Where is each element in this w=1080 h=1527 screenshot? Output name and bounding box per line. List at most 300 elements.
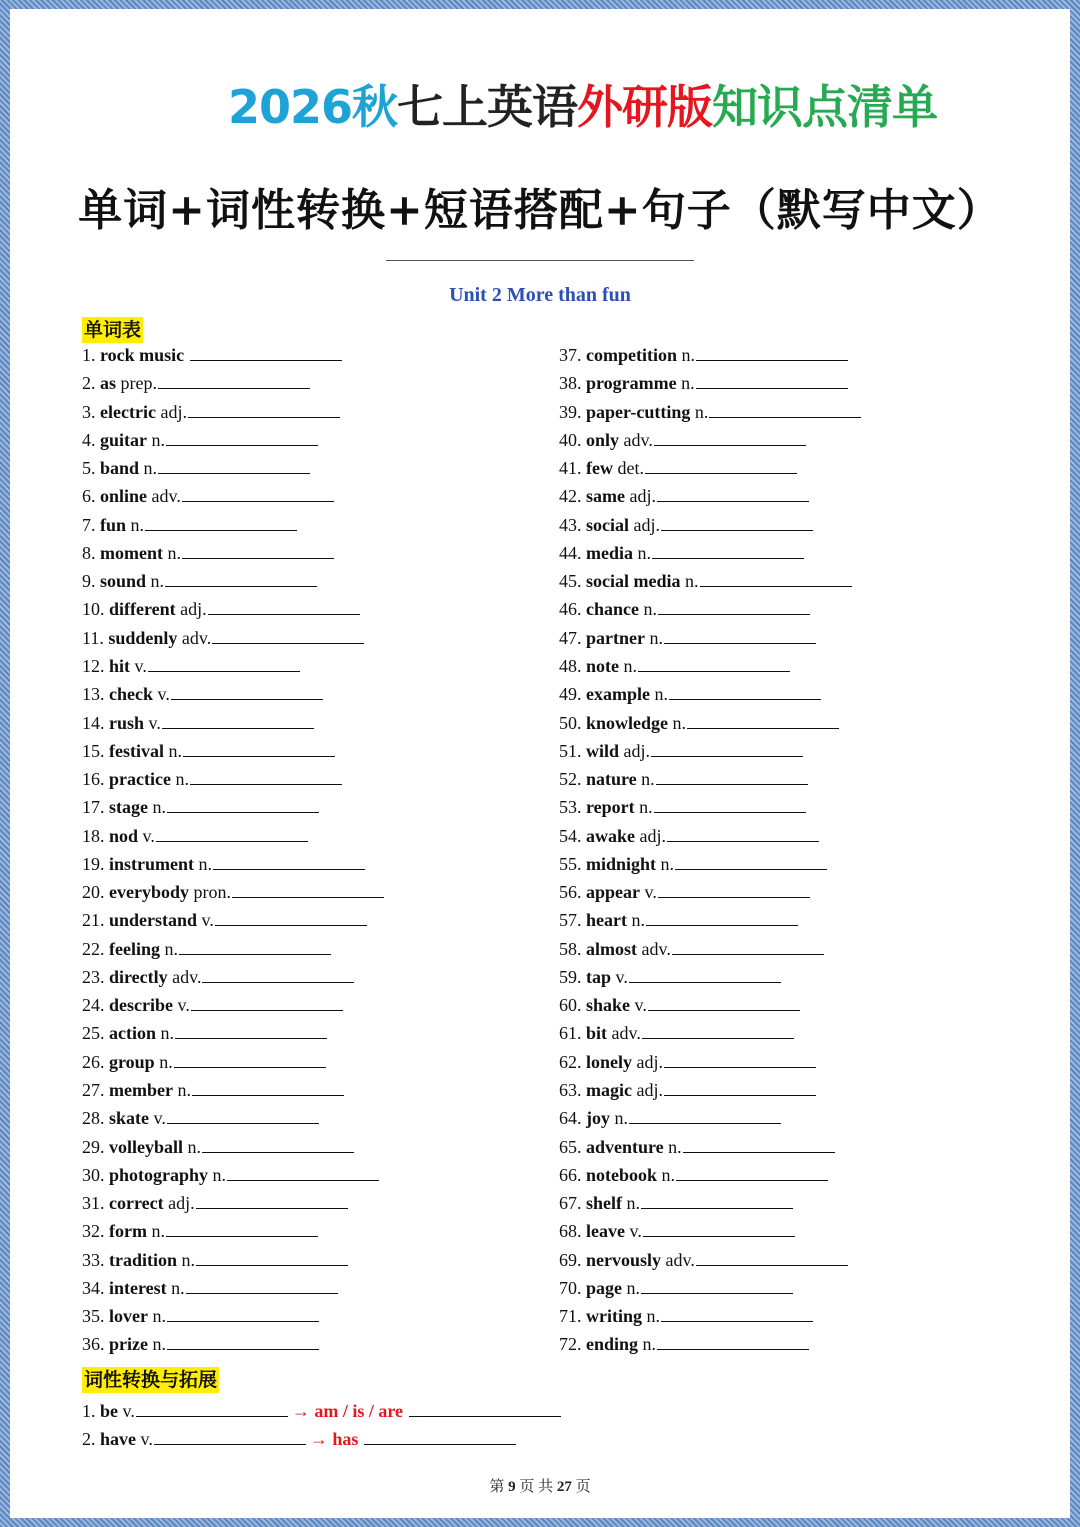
- vocab-part-of-speech: n.: [150, 571, 165, 591]
- vocab-number: 48.: [559, 656, 582, 676]
- vocab-word: different: [109, 599, 176, 619]
- vocab-number: 62.: [559, 1052, 582, 1072]
- vocab-part-of-speech: n.: [643, 599, 657, 619]
- vocab-item: [82, 541, 334, 563]
- vocab-part-of-speech: n.: [646, 1306, 660, 1326]
- vocab-item: [82, 682, 323, 704]
- answer-blank[interactable]: [629, 1106, 781, 1124]
- vocab-item: [82, 597, 360, 619]
- vocab-item: [82, 937, 331, 959]
- vocab-number: 13.: [82, 684, 105, 704]
- answer-blank[interactable]: [156, 824, 308, 842]
- transform-item: [82, 1427, 516, 1449]
- answer-blank[interactable]: [232, 880, 384, 898]
- vocab-part-of-speech: v.: [634, 995, 647, 1015]
- vocab-word: form: [109, 1221, 147, 1241]
- vocab-word: correct: [109, 1193, 164, 1213]
- answer-blank[interactable]: [182, 484, 334, 502]
- vocab-number: 5.: [82, 458, 96, 478]
- vocab-word: paper-cutting: [586, 402, 691, 422]
- answer-blank[interactable]: [213, 852, 365, 870]
- vocab-item: [82, 1304, 319, 1326]
- answer-blank[interactable]: [166, 1219, 318, 1237]
- vocab-item: [559, 1021, 794, 1043]
- vocab-word: chance: [586, 599, 639, 619]
- vocab-word: social media: [586, 571, 681, 591]
- vocab-part-of-speech: n.: [626, 1278, 640, 1298]
- vocab-number: 49.: [559, 684, 582, 704]
- vocab-part-of-speech: n.: [152, 797, 166, 817]
- vocab-part-of-speech: n.: [672, 713, 687, 733]
- vocab-number: 68.: [559, 1221, 582, 1241]
- unit-title: Unit 2 More than fun: [449, 284, 631, 306]
- vocab-number: 51.: [559, 741, 582, 761]
- vocab-number: 3.: [82, 402, 96, 422]
- vocab-part-of-speech: adv.: [181, 628, 212, 648]
- vocab-part-of-speech: n.: [685, 571, 699, 591]
- vocab-number: 20.: [82, 882, 105, 902]
- vocab-word: as: [100, 373, 117, 393]
- footer-post: 页: [575, 1479, 591, 1495]
- vocab-item: [82, 795, 319, 817]
- vocab-part-of-speech: adj.: [639, 826, 666, 846]
- transform-word: be: [100, 1401, 118, 1421]
- vocab-item: [559, 484, 809, 506]
- vocab-part-of-speech: n.: [160, 1023, 174, 1043]
- vocab-word: ending: [586, 1334, 639, 1354]
- answer-blank[interactable]: [652, 541, 804, 559]
- answer-blank[interactable]: [136, 1399, 288, 1417]
- vocab-number: 64.: [559, 1108, 582, 1128]
- vocab-part-of-speech: n.: [661, 1165, 676, 1185]
- vocab-number: 14.: [82, 713, 105, 733]
- answer-blank[interactable]: [158, 456, 310, 474]
- answer-blank[interactable]: [651, 739, 803, 757]
- vocab-item: [559, 795, 806, 817]
- vocab-number: 32.: [82, 1221, 105, 1241]
- vocab-word: online: [100, 486, 148, 506]
- vocab-item: [559, 343, 848, 365]
- answer-blank[interactable]: [696, 343, 848, 361]
- vocab-word: report: [586, 797, 635, 817]
- answer-blank[interactable]: [641, 1191, 793, 1209]
- vocab-item: [82, 1163, 379, 1185]
- answer-blank[interactable]: [641, 1276, 793, 1294]
- document-title: [10, 71, 1080, 137]
- answer-blank[interactable]: [638, 654, 790, 672]
- vocab-part-of-speech: n.: [181, 1250, 196, 1270]
- answer-blank[interactable]: [174, 1050, 326, 1068]
- answer-blank[interactable]: [683, 1135, 835, 1153]
- answer-blank[interactable]: [654, 795, 806, 813]
- title-grade: 七上英语: [397, 80, 578, 134]
- vocab-item: [559, 767, 808, 789]
- vocab-word: nervously: [586, 1250, 662, 1270]
- answer-blank[interactable]: [643, 1219, 795, 1237]
- vocab-word: volleyball: [109, 1137, 184, 1157]
- vocab-word: partner: [586, 628, 645, 648]
- vocab-part-of-speech: n.: [642, 1334, 657, 1354]
- vocab-part-of-speech: adj.: [636, 1080, 663, 1100]
- vocab-item: [82, 880, 384, 902]
- vocab-item: [559, 1135, 835, 1157]
- vocab-item: [559, 569, 852, 591]
- answer-blank[interactable]: [171, 682, 323, 700]
- answer-blank[interactable]: [661, 513, 813, 531]
- vocab-part-of-speech: n.: [152, 1334, 166, 1354]
- transform-number: 2.: [82, 1429, 96, 1449]
- vocab-part-of-speech: adj.: [623, 741, 651, 761]
- vocab-number: 60.: [559, 995, 582, 1015]
- answer-blank[interactable]: [202, 965, 354, 983]
- answer-blank[interactable]: [664, 1078, 816, 1096]
- vocab-part-of-speech: n.: [649, 628, 663, 648]
- answer-blank[interactable]: [182, 541, 334, 559]
- vocab-part-of-speech: n.: [167, 543, 181, 563]
- vocab-part-of-speech: n.: [623, 656, 637, 676]
- vocab-part-of-speech: adv.: [641, 939, 671, 959]
- vocab-item: [82, 1191, 348, 1213]
- answer-blank[interactable]: [696, 371, 848, 389]
- vocab-number: 31.: [82, 1193, 105, 1213]
- transform-item: [82, 1399, 561, 1421]
- vocab-item: [559, 541, 804, 563]
- vocab-number: 10.: [82, 599, 105, 619]
- answer-blank[interactable]: [227, 1163, 379, 1181]
- vocab-word: lonely: [586, 1052, 633, 1072]
- vocab-part-of-speech: n.: [143, 458, 158, 478]
- title-list: 知识点清单: [712, 80, 938, 134]
- vocab-item: [559, 654, 790, 676]
- vocab-part-of-speech: v.: [615, 967, 628, 987]
- vocab-number: 16.: [82, 769, 105, 789]
- vocab-part-of-speech: n.: [681, 373, 695, 393]
- vocab-word: describe: [109, 995, 173, 1015]
- answer-blank[interactable]: [162, 711, 314, 729]
- answer-blank[interactable]: [154, 1427, 306, 1445]
- vocab-part-of-speech: v.: [201, 910, 214, 930]
- answer-blank[interactable]: [664, 1050, 816, 1068]
- document-subtitle: 单词+词性转换+短语搭配+句子（默写中文）: [78, 185, 1002, 236]
- answer-blank[interactable]: [656, 767, 808, 785]
- vocab-word: nature: [586, 769, 637, 789]
- vocab-item: [82, 513, 297, 535]
- vocab-part-of-speech: n.: [152, 1306, 166, 1326]
- vocab-word: hit: [109, 656, 131, 676]
- vocab-number: 24.: [82, 995, 105, 1015]
- vocab-part-of-speech: n.: [654, 684, 668, 704]
- section-transform-heading: 词性转换与拓展: [84, 1369, 218, 1391]
- vocab-part-of-speech: v.: [644, 882, 657, 902]
- answer-blank[interactable]: [676, 1163, 828, 1181]
- answer-blank[interactable]: [646, 908, 798, 926]
- vocab-word: understand: [109, 910, 198, 930]
- transform-part-of-speech: v.: [140, 1429, 153, 1449]
- answer-blank[interactable]: [167, 1106, 319, 1124]
- vocab-word: leave: [586, 1221, 625, 1241]
- vocab-word: guitar: [100, 430, 147, 450]
- answer-blank[interactable]: [196, 1191, 348, 1209]
- vocab-item: [82, 343, 342, 365]
- answer-blank[interactable]: [183, 739, 335, 757]
- vocab-word: check: [109, 684, 153, 704]
- vocab-part-of-speech: adj.: [168, 1193, 195, 1213]
- vocab-word: note: [586, 656, 619, 676]
- vocab-part-of-speech: adv.: [151, 486, 181, 506]
- vocab-item: [559, 965, 781, 987]
- vocab-number: 23.: [82, 967, 105, 987]
- vocab-number: 35.: [82, 1306, 105, 1326]
- vocab-number: 33.: [82, 1250, 105, 1270]
- vocab-word: programme: [586, 373, 677, 393]
- vocab-part-of-speech: v.: [148, 713, 161, 733]
- vocab-item: [559, 371, 848, 393]
- vocab-number: 1.: [82, 345, 96, 365]
- answer-blank[interactable]: [409, 1399, 561, 1417]
- answer-blank[interactable]: [672, 937, 824, 955]
- vocab-part-of-speech: n.: [631, 910, 645, 930]
- vocab-word: appear: [586, 882, 640, 902]
- vocab-item: [82, 711, 314, 733]
- vocab-part-of-speech: n.: [198, 854, 212, 874]
- vocab-word: skate: [109, 1108, 149, 1128]
- footer-mid: 页 共: [519, 1479, 554, 1495]
- vocab-part-of-speech: adj.: [629, 486, 656, 506]
- vocab-item: [559, 682, 821, 704]
- document-page: [10, 9, 1070, 1518]
- answer-blank[interactable]: [196, 1248, 348, 1266]
- vocab-item: [559, 456, 797, 478]
- vocab-part-of-speech: adv.: [623, 430, 653, 450]
- vocab-part-of-speech: n.: [660, 854, 675, 874]
- vocab-word: festival: [109, 741, 164, 761]
- answer-blank[interactable]: [657, 484, 809, 502]
- vocab-word: instrument: [109, 854, 194, 874]
- answer-blank[interactable]: [664, 626, 816, 644]
- vocab-item: [559, 1050, 816, 1072]
- vocab-item: [559, 1219, 795, 1241]
- answer-blank[interactable]: [191, 993, 343, 1011]
- vocab-word: interest: [109, 1278, 167, 1298]
- section-vocabulary-heading: 单词表: [84, 319, 142, 341]
- vocab-item: [559, 937, 824, 959]
- answer-blank[interactable]: [188, 400, 340, 418]
- answer-blank[interactable]: [148, 654, 300, 672]
- answer-blank[interactable]: [658, 597, 810, 615]
- vocab-word: everybody: [109, 882, 189, 902]
- answer-blank[interactable]: [675, 852, 827, 870]
- vocab-word: heart: [586, 910, 627, 930]
- answer-blank[interactable]: [648, 993, 800, 1011]
- vocab-number: 65.: [559, 1137, 582, 1157]
- vocab-word: practice: [109, 769, 171, 789]
- answer-blank[interactable]: [190, 343, 342, 361]
- vocab-part-of-speech: adj.: [633, 515, 660, 535]
- vocab-part-of-speech: adv.: [172, 967, 202, 987]
- answer-blank[interactable]: [186, 1276, 338, 1294]
- vocab-number: 58.: [559, 939, 582, 959]
- vocab-word: rush: [109, 713, 145, 733]
- vocab-word: electric: [100, 402, 156, 422]
- vocab-number: 27.: [82, 1080, 105, 1100]
- transform-number: 1.: [82, 1401, 96, 1421]
- answer-blank[interactable]: [661, 1304, 813, 1322]
- vocab-number: 46.: [559, 599, 582, 619]
- vocab-number: 25.: [82, 1023, 105, 1043]
- vocab-word: directly: [109, 967, 168, 987]
- vocab-word: rock music: [100, 345, 185, 365]
- vocab-number: 8.: [82, 543, 96, 563]
- answer-blank[interactable]: [167, 1332, 319, 1350]
- vocab-part-of-speech: n.: [681, 345, 695, 365]
- vocab-number: 37.: [559, 345, 582, 365]
- vocab-item: [82, 965, 354, 987]
- answer-blank[interactable]: [202, 1135, 354, 1153]
- answer-blank[interactable]: [709, 400, 861, 418]
- vocab-item: [82, 824, 308, 846]
- answer-blank[interactable]: [158, 371, 310, 389]
- vocab-word: suddenly: [108, 628, 178, 648]
- vocab-number: 56.: [559, 882, 582, 902]
- vocab-word: joy: [586, 1108, 610, 1128]
- vocab-item: [559, 824, 819, 846]
- vocab-number: 19.: [82, 854, 105, 874]
- vocab-number: 66.: [559, 1165, 582, 1185]
- vocab-number: 6.: [82, 486, 96, 506]
- vocab-word: almost: [586, 939, 637, 959]
- vocab-number: 52.: [559, 769, 582, 789]
- vocab-part-of-speech: adj.: [180, 599, 207, 619]
- vocab-item: [82, 428, 318, 450]
- answer-blank[interactable]: [667, 824, 819, 842]
- vocab-word: action: [109, 1023, 156, 1043]
- vocab-item: [82, 569, 317, 591]
- answer-blank[interactable]: [165, 569, 317, 587]
- answer-blank[interactable]: [192, 1078, 344, 1096]
- answer-blank[interactable]: [687, 711, 839, 729]
- vocab-word: prize: [109, 1334, 148, 1354]
- vocab-item: [82, 1332, 319, 1354]
- answer-blank[interactable]: [700, 569, 852, 587]
- vocab-word: page: [586, 1278, 622, 1298]
- answer-blank[interactable]: [212, 626, 364, 644]
- vocab-word: moment: [100, 543, 163, 563]
- vocab-number: 29.: [82, 1137, 105, 1157]
- vocab-part-of-speech: n.: [212, 1165, 227, 1185]
- answer-blank[interactable]: [364, 1427, 516, 1445]
- vocab-part-of-speech: n.: [639, 797, 653, 817]
- vocab-part-of-speech: det.: [617, 458, 644, 478]
- vocab-part-of-speech: n.: [171, 1278, 185, 1298]
- vocab-item: [559, 739, 803, 761]
- vocab-part-of-speech: v.: [629, 1221, 642, 1241]
- vocab-part-of-speech: n.: [151, 1221, 165, 1241]
- vocab-part-of-speech: n.: [177, 1080, 191, 1100]
- vocab-number: 17.: [82, 797, 105, 817]
- vocab-number: 30.: [82, 1165, 105, 1185]
- answer-blank[interactable]: [629, 965, 781, 983]
- vocab-item: [559, 908, 798, 930]
- vocab-word: nod: [109, 826, 139, 846]
- vocab-word: member: [109, 1080, 173, 1100]
- vocab-word: adventure: [586, 1137, 664, 1157]
- vocab-item: [559, 1248, 848, 1270]
- vocab-part-of-speech: prep.: [120, 373, 157, 393]
- answer-blank[interactable]: [657, 1332, 809, 1350]
- vocab-item: [82, 852, 365, 874]
- vocab-word: competition: [586, 345, 677, 365]
- vocab-part-of-speech: n.: [668, 1137, 682, 1157]
- answer-blank[interactable]: [215, 908, 367, 926]
- vocab-item: [82, 654, 300, 676]
- transform-word: have: [100, 1429, 136, 1449]
- vocab-word: media: [586, 543, 633, 563]
- vocab-number: 39.: [559, 402, 582, 422]
- vocab-number: 38.: [559, 373, 582, 393]
- vocab-part-of-speech: n.: [641, 769, 655, 789]
- footer-pre: 第: [489, 1479, 505, 1495]
- vocab-part-of-speech: v.: [153, 1108, 166, 1128]
- arrow-icon: →: [309, 1429, 328, 1449]
- answer-blank[interactable]: [658, 880, 810, 898]
- vocab-item: [559, 1078, 816, 1100]
- answer-blank[interactable]: [175, 1021, 327, 1039]
- vocab-item: [559, 711, 839, 733]
- vocab-word: bit: [586, 1023, 608, 1043]
- answer-blank[interactable]: [166, 428, 318, 446]
- answer-blank[interactable]: [645, 456, 797, 474]
- answer-blank[interactable]: [167, 795, 319, 813]
- answer-blank[interactable]: [696, 1248, 848, 1266]
- vocab-item: [82, 1219, 318, 1241]
- answer-blank[interactable]: [208, 597, 360, 615]
- vocab-word: awake: [586, 826, 635, 846]
- vocab-item: [82, 484, 334, 506]
- vocab-item: [559, 1163, 828, 1185]
- vocab-number: 28.: [82, 1108, 105, 1128]
- vocab-word: same: [586, 486, 625, 506]
- answer-blank[interactable]: [190, 767, 342, 785]
- vocab-item: [82, 1050, 326, 1072]
- vocab-number: 61.: [559, 1023, 582, 1043]
- answer-blank[interactable]: [642, 1021, 794, 1039]
- vocab-item: [82, 456, 310, 478]
- vocab-word: few: [586, 458, 613, 478]
- vocab-word: group: [109, 1052, 155, 1072]
- vocab-number: 15.: [82, 741, 105, 761]
- vocab-item: [559, 852, 827, 874]
- vocab-item: [559, 1106, 781, 1128]
- page-footer: [10, 1475, 1070, 1496]
- vocab-word: social: [586, 515, 629, 535]
- vocab-item: [559, 1332, 809, 1354]
- answer-blank[interactable]: [179, 937, 331, 955]
- answer-blank[interactable]: [654, 428, 806, 446]
- vocab-number: 11.: [82, 628, 104, 648]
- vocab-part-of-speech: n.: [614, 1108, 628, 1128]
- vocab-part-of-speech: n.: [694, 402, 709, 422]
- answer-blank[interactable]: [145, 513, 297, 531]
- answer-blank[interactable]: [669, 682, 821, 700]
- vocab-number: 40.: [559, 430, 582, 450]
- vocab-number: 53.: [559, 797, 582, 817]
- vocab-part-of-speech: v.: [134, 656, 147, 676]
- vocab-item: [82, 1106, 319, 1128]
- vocab-number: 57.: [559, 910, 582, 930]
- vocab-part-of-speech: adj.: [160, 402, 187, 422]
- title-year: 2026秋: [227, 80, 398, 134]
- answer-blank[interactable]: [167, 1304, 319, 1322]
